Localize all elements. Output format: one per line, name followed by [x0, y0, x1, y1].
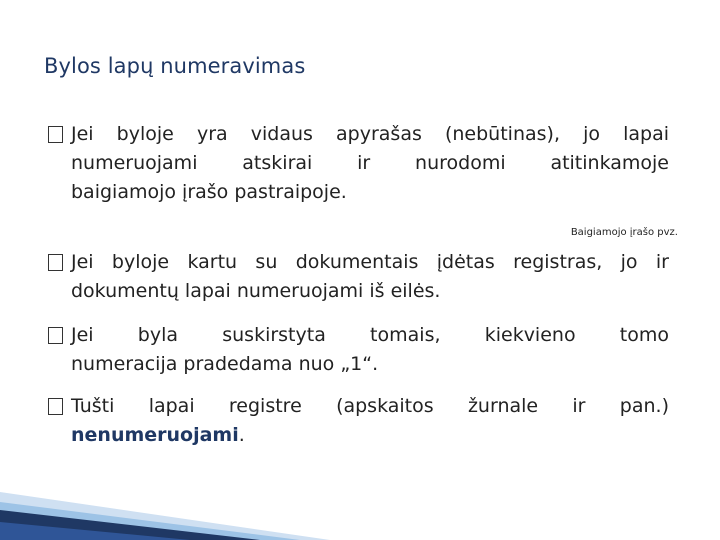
bullet-line: dokumentų lapai numeruojami iš eilės. [71, 280, 441, 302]
checkbox-bullet-icon [48, 254, 63, 271]
bullet-line: baigiamojo įrašo pastraipoje. [71, 181, 347, 203]
bullet-line: Jei byloje kartu su dokumentais įdėtas registras, jo ir [71, 251, 669, 273]
bullet-line: Jei byloje yra vidaus apyrašas (nebūtinas), jo lapai [71, 123, 669, 145]
example-note: Baigiamojo įrašo pvz. [570, 227, 678, 238]
checkbox-bullet-icon [48, 126, 63, 143]
bullet-line: Jei byla suskirstyta tomais, kiekvieno tomo [71, 324, 669, 346]
bullet-line: numeracija pradedama nuo „1“. [71, 353, 379, 375]
checkbox-bullet-icon [48, 398, 63, 415]
bullet-text [71, 321, 669, 379]
bullet-text [71, 248, 669, 306]
bullet-text [71, 120, 669, 207]
slide-title: Bylos lapų numeravimas [44, 54, 306, 78]
decorative-swoosh [0, 440, 330, 540]
bullet-line: Tušti lapai registre (apskaitos žurnale ir pan.) [71, 395, 669, 417]
emphasis-text: nenumeruojami [71, 424, 239, 446]
emphasis-suffix: . [238, 424, 245, 446]
bullet-line: numeruojami atskirai ir nurodomi atitinkamoje [71, 152, 669, 174]
checkbox-bullet-icon [48, 327, 63, 344]
